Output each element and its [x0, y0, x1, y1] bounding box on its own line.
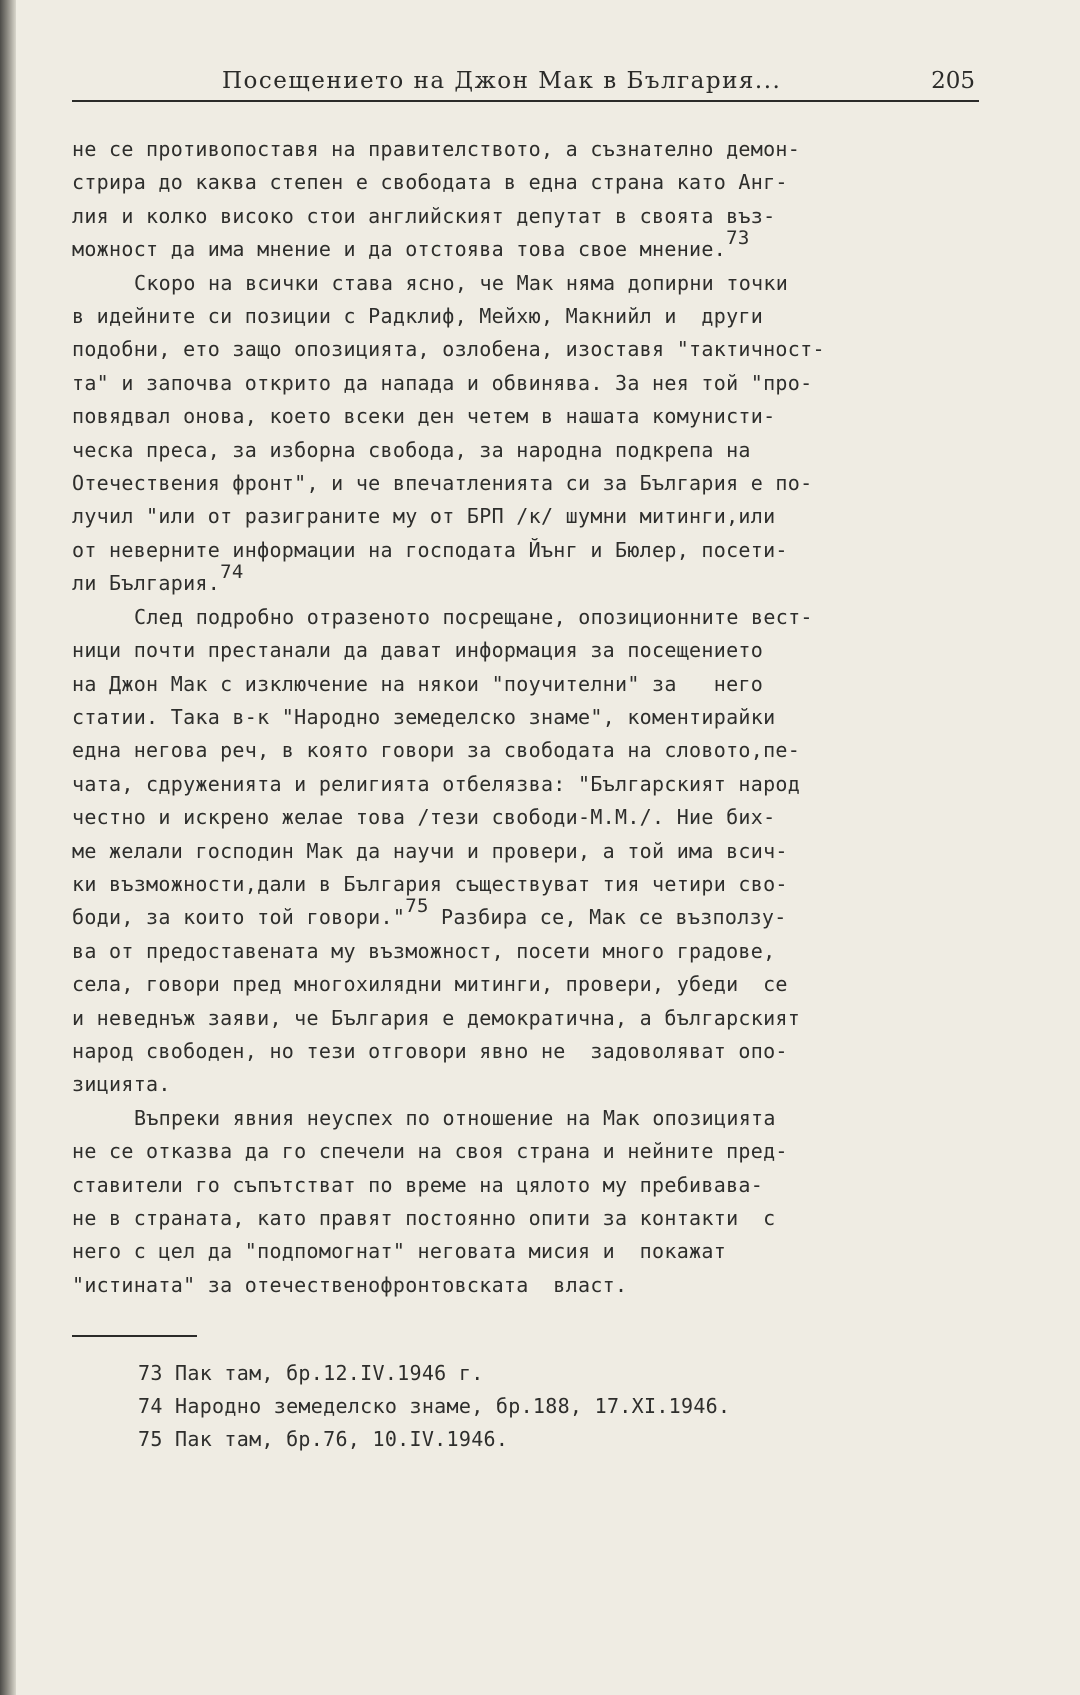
text-line: лия и колко високо стои английският депутат в своята въз-: [72, 203, 776, 228]
paragraph-1: [72, 133, 987, 267]
text-line: ва от предоставената му възможност, посети много градове,: [72, 938, 776, 963]
text-line: не в страната, като правят постоянно опити за контакти с: [72, 1206, 776, 1230]
text-line: Отечествения фронт", и че впечатленията си за България е по-: [72, 471, 813, 496]
text-line: ме желали господин Мак да научи и провери, а той има всич-: [72, 838, 788, 863]
text-line: повядвал онова, което всеки ден четем в нашата комунисти-: [72, 404, 776, 429]
paragraph-2: [72, 267, 987, 601]
text-line: лучил "или от разиграните му от БРП /к/ шумни митинги,или: [72, 504, 776, 529]
footnotes: [138, 1357, 730, 1456]
footnote-75: 75 Пак там, бр.76, 10.IV.1946.: [138, 1427, 509, 1451]
footnote-reference: 73: [726, 226, 750, 249]
text-line: честно и искрено желае това /тези свободи-М.М./. Ние бих-: [72, 805, 776, 830]
footnote-73: 73 Пак там, бр.12.IV.1946 г.: [138, 1361, 484, 1385]
text-line: на Джон Мак с изключение на някои "поучителни" за него: [72, 671, 764, 696]
text-line: След подробно отразеното посрещане, опозиционните вест-: [134, 604, 813, 629]
text-line: ставители го съпътстват по време на цялото му пребивава-: [72, 1172, 764, 1197]
text-line: стрира до каква степен е свободата в една страна като Анг-: [72, 170, 788, 195]
text-line: подобни, ето защо опозицията, озлобена, изоставя "тактичност-: [72, 337, 825, 362]
text-line: от неверните информации на господата Йънг и Бюлер, посети-: [72, 537, 788, 562]
text-line: в идейните си позиции с Радклиф, Мейхю, Макнийл и други: [72, 304, 764, 329]
text-line: народ свободен, но тези отговори явно не задоволяват опо-: [72, 1038, 788, 1063]
text-fragment: можност да има мнение и да отстоява това свое мнение.: [72, 237, 727, 262]
text-line: една негова реч, в която говори за свободата на словото,пе-: [72, 738, 801, 763]
page-number: 205: [931, 68, 975, 94]
text-line: та" и започва открито да напада и обвинява. За нея той "про-: [72, 370, 813, 395]
text-fragment: боди, за които той говори.": [72, 905, 406, 930]
footnote-separator: [72, 1335, 197, 1337]
text-fragment: ли България.: [72, 571, 221, 596]
text-line: него с цел да "подпомогнат" неговата мисия и покажат: [72, 1239, 727, 1264]
footnote-reference: 75: [405, 894, 429, 917]
running-header: [72, 66, 979, 102]
text-line: [72, 894, 987, 934]
text-line: Скоро на всички става ясно, че Мак няма допирни точки: [134, 270, 789, 295]
text-line: чата, сдруженията и религията отбелязва: "Българският народ: [72, 771, 801, 796]
paragraph-3: [72, 601, 987, 1102]
running-header-title: Посещението на Джон Мак в България...: [222, 68, 782, 94]
text-line: ки възможности,дали в България съществуват тия четири сво-: [72, 871, 788, 896]
paragraph-4: [72, 1102, 987, 1302]
footnote-74: 74 Народно земеделско знаме, бр.188, 17.XI.1946.: [138, 1394, 731, 1418]
text-line: [72, 226, 987, 266]
text-line: статии. Така в-к "Народно земеделско знаме", коментирайки: [72, 704, 776, 729]
text-line: [72, 560, 987, 600]
text-line: села, говори пред многохилядни митинги, провери, убеди се: [72, 972, 788, 997]
text-line: не се противопоставя на правителството, а съзнателно демон-: [72, 137, 801, 161]
body-text: [72, 133, 987, 1302]
text-line: "истината" за отечественофронтовската власт.: [72, 1272, 628, 1297]
text-line: ници почти престанали да дават информация за посещението: [72, 638, 764, 663]
text-line: не се отказва да го спечели на своя страна и нейните пред-: [72, 1139, 788, 1164]
text-line: Въпреки явния неуспех по отношение на Мак опозицията: [134, 1105, 776, 1130]
text-line: и неведнъж заяви, че България е демократична, а българският: [72, 1005, 801, 1030]
text-fragment: Разбира се, Мак се възползу-: [428, 905, 787, 930]
text-line: зицията.: [72, 1072, 171, 1097]
footnote-reference: 74: [220, 560, 244, 583]
text-line: ческа преса, за изборна свобода, за народна подкрепа на: [72, 437, 751, 462]
